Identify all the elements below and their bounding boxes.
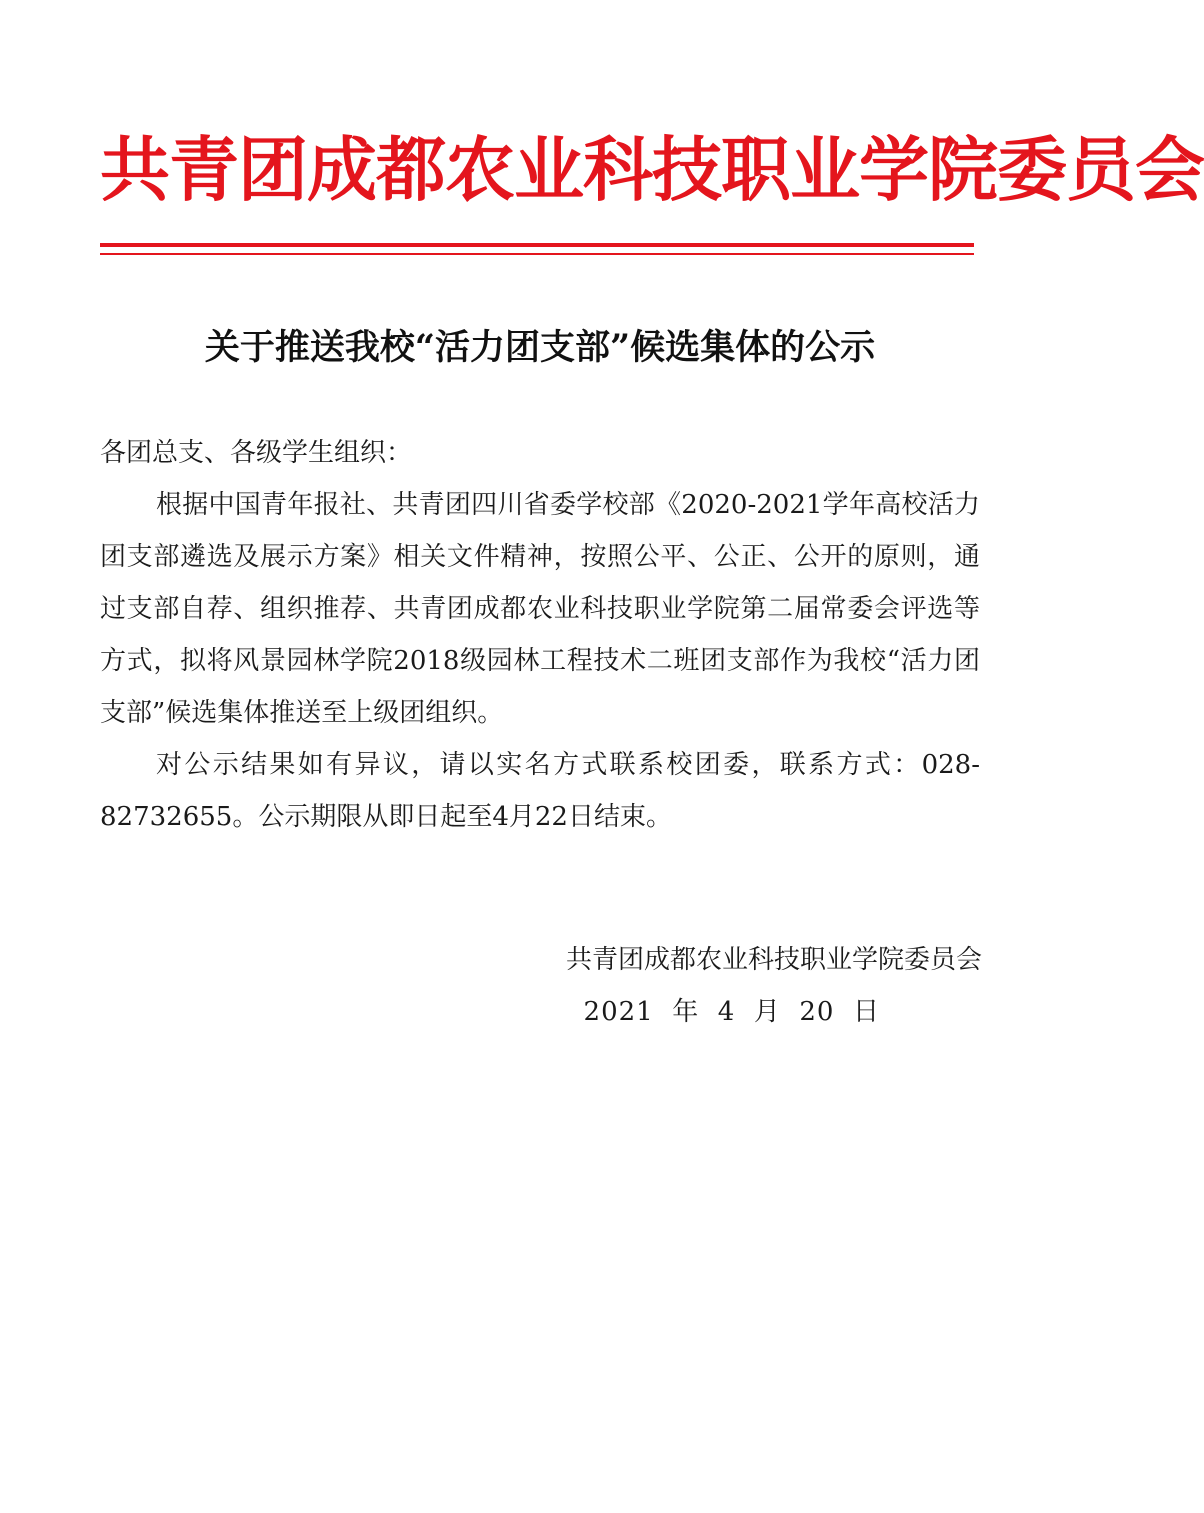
- letterhead-divider-thin: [100, 253, 974, 255]
- body-paragraph: 对公示结果如有异议，请以实名方式联系校团委，联系方式：028-82732655。公示期限从即日起至4月22日结束。: [100, 750, 980, 832]
- letterhead-title: 共青团成都农业科技职业学院委员会: [100, 129, 1204, 211]
- signature-org: 共青团成都农业科技职业学院委员会: [565, 945, 982, 975]
- letterhead-divider-thick: [100, 243, 974, 247]
- greeting-line: 各团总支、各级学生组织：: [100, 438, 413, 468]
- body-paragraph: 根据中国青年报社、共青团四川省委学校部《2020-2021学年高校活力团支部遴选及展示方案》相关文件精神，按照公平、公正、公开的原则，通过支部自荐、组织推荐、共青团成都农业科技职业学院第二届常委会评选等方式，拟将风景园林学院2018级园林工程技术二班团支部作为我校“活力团支部”候选集体推送至上级团组织。: [100, 490, 980, 728]
- signature-date: 2021 年 4 月 20 日: [583, 997, 880, 1027]
- document-body: [100, 427, 980, 843]
- document-title: 关于推送我校“活力团支部”候选集体的公示: [204, 327, 876, 368]
